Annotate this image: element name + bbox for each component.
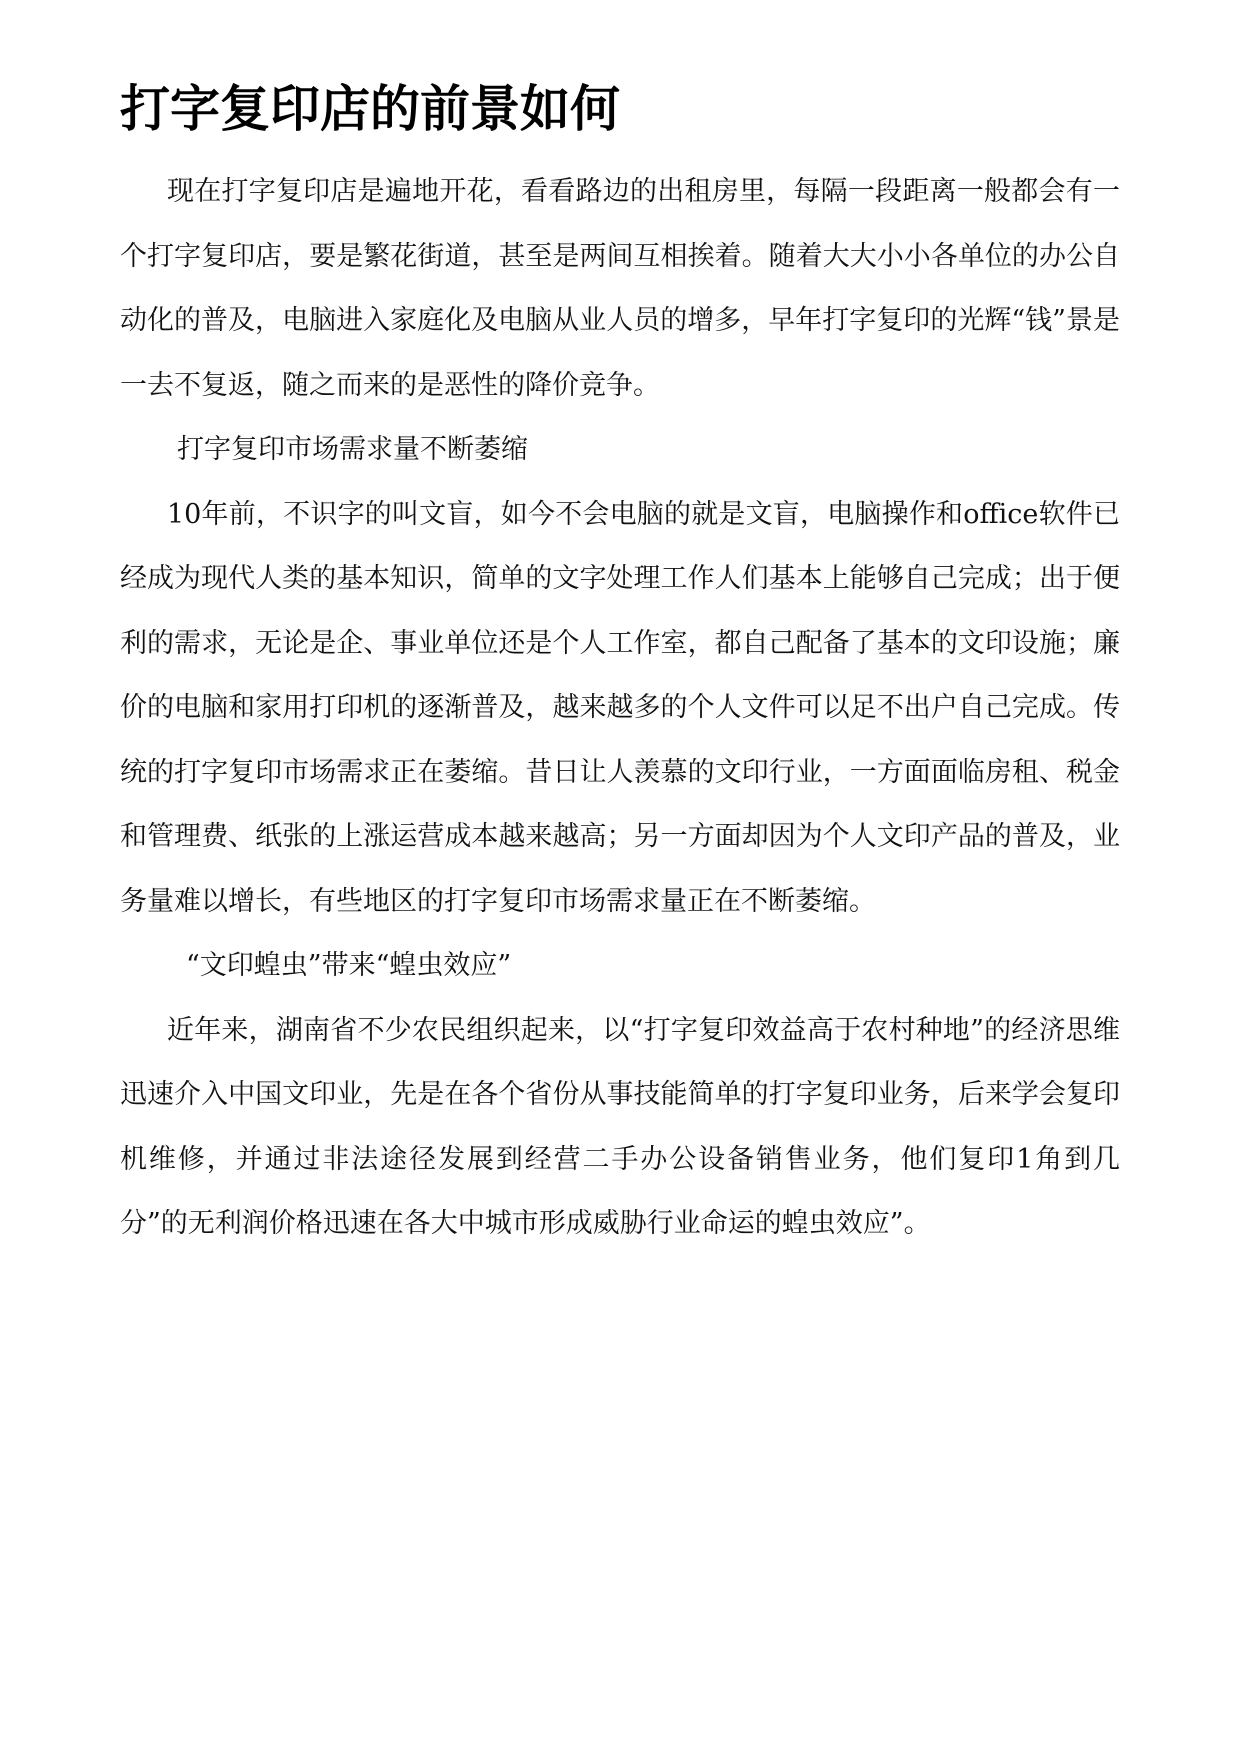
document-title: 打字复印店的前景如何 [120, 80, 620, 138]
subheading-locust-effect: “文印蝗虫”带来“蝗虫效应” [186, 950, 512, 981]
subheading-market-shrinking: 打字复印市场需求量不断萎缩 [177, 434, 528, 465]
paragraph-locust: 近年来，湖南省不少农民组织起来，以“打字复印效益高于农村种地”的经济思维迅速介入中国文印业，先是在各个省份从事技能简单的打字复印业务，后来学会复印机维修，并通过非法途径发展到经营二手办公设备销售业务，他们复印1角到几分”的无利润价格迅速在各大中城市形成威胁行业命运的蝗虫效应”。 [120, 1014, 1120, 1239]
paragraph-intro: 现在打字复印店是遍地开花，看看路边的出租房里，每隔一段距离一般都会有一个打字复印店，要是繁花街道，甚至是两间互相挨着。随着大大小小各单位的办公自动化的普及，电脑进入家庭化及电脑从业人员的增多，早年打字复印的光辉“钱”景是一去不复返，随之而来的是恶性的降价竞争。 [120, 176, 1120, 401]
paragraph-market: 10年前，不识字的叫文盲，如今不会电脑的就是文盲，电脑操作和office软件已经成为现代人类的基本知识，简单的文字处理工作人们基本上能够自己完成；出于便利的需求，无论是企、事业单位还是个人工作室，都自己配备了基本的文印设施；廉价的电脑和家用打印机的逐渐普及，越来越多的个人文件可以足不出户自己完成。传统的打字复印市场需求正在萎缩。昔日让人羡慕的文印行业，一方面面临房租、税金和管理费、纸张的上涨运营成本越来越高；另一方面却因为个人文印产品的普及，业务量难以增长，有些地区的打字复印市场需求量正在不断萎缩。 [120, 498, 1120, 917]
document-body [120, 160, 1120, 1257]
